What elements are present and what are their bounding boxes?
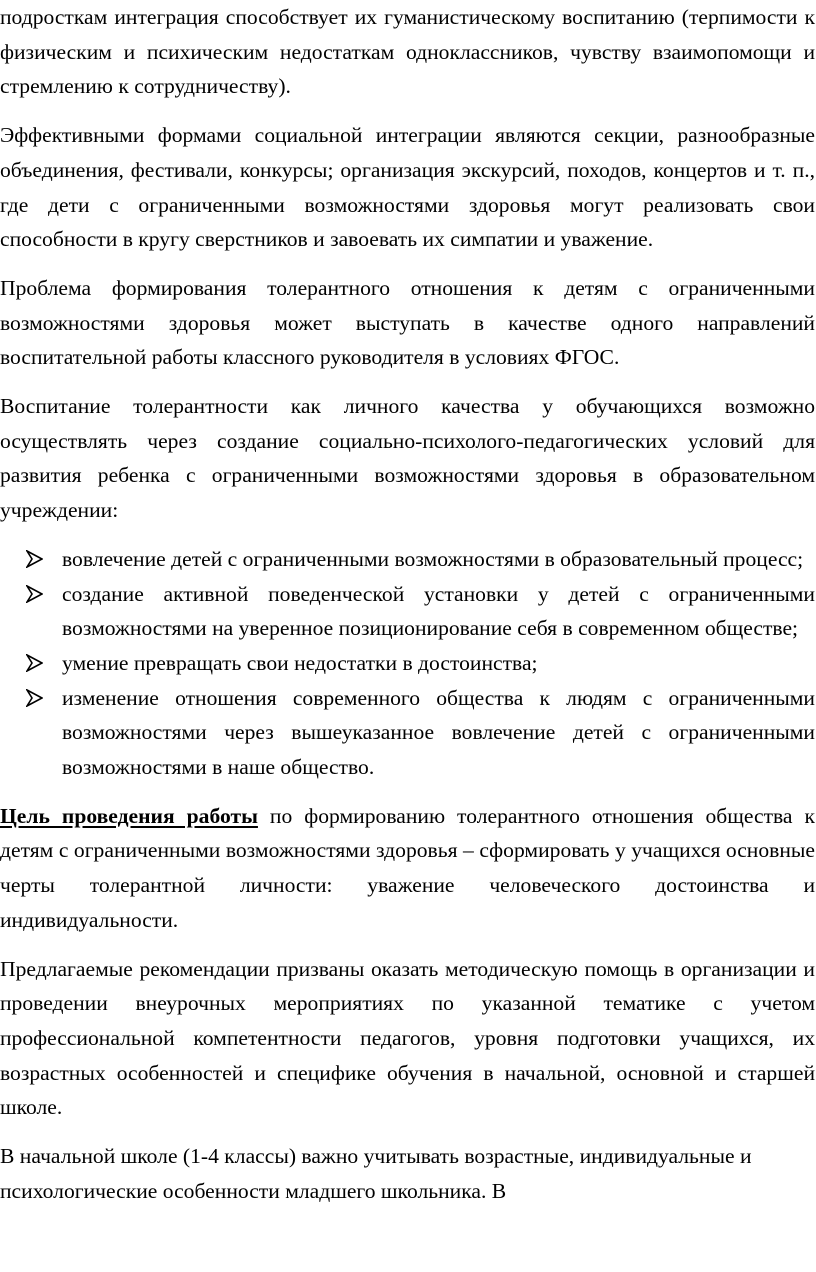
list-item-text: вовлечение детей с ограниченными возможностями в образовательный процесс;: [62, 546, 804, 571]
list-item: [0, 542, 815, 577]
list-item: [0, 577, 815, 646]
goal-text: по формированию толерантного отношения общества к детям с ограниченными возможностями здоровья – сформировать у учащихся основные черты толерантной личности: уважение человеческого достоинства и индивидуальности.: [0, 803, 815, 932]
arrowhead-bullet-icon: [20, 542, 48, 577]
paragraph-integration-benefits: подросткам интеграция способствует их гуманистическому воспитанию (терпимости к физическим и психическим недостаткам одноклассников, чувству взаимопомощи и стремлению к сотрудничеству).: [0, 5, 815, 99]
paragraph-tolerance-education: Воспитание толерантности как личного качества у обучающихся возможно осуществлять через создание социально-психолого-педагогических условий для развития ребенка с ограниченными возможностями здоровья в образовательном учреждении:: [0, 394, 815, 523]
arrowhead-bullet-icon: [20, 577, 48, 612]
paragraph-integration-forms: Эффективными формами социальной интеграции являются секции, разнообразные объединения, фестивали, конкурсы; организация экскурсий, походов, концертов и т. п., где дети с ограниченными возможностями здоровья могут реализовать свои способности в кругу сверстников и завоевать их симпатии и уважение.: [0, 123, 815, 252]
paragraph-primary-school: В начальной школе (1-4 классы) важно учитывать возрастные, индивидуальные и психологические особенности младшего школьника. В: [0, 1144, 752, 1203]
paragraph-recommendations: Предлагаемые рекомендации призваны оказать методическую помощь в организации и проведении внеурочных мероприятиях по указанной тематике с учетом профессиональной компетентности педагогов, уровня подготовки учащихся, их возрастных особенностей и специфике обучения в начальной, основной и старшей школе.: [0, 956, 815, 1120]
paragraph-tolerance-problem: Проблема формирования толерантного отношения к детям с ограниченными возможностями здоровья может выступать в качестве одного направлений воспитательной работы классного руководителя в условиях ФГОС.: [0, 275, 815, 370]
conditions-list: [0, 542, 815, 785]
arrowhead-bullet-icon: [20, 681, 48, 716]
goal-heading: Цель проведения работы: [0, 803, 258, 828]
arrowhead-bullet-icon: [20, 646, 48, 681]
list-item-text: умение превращать свои недостатки в достоинства;: [62, 650, 538, 675]
list-item: [0, 681, 815, 785]
list-item: [0, 646, 815, 681]
list-item-text: изменение отношения современного общества к людям с ограниченными возможностями через вышеуказанное вовлечение детей с ограниченными возможностями в наше общество.: [62, 685, 815, 780]
list-item-text: создание активной поведенческой установки у детей с ограниченными возможностями на уверенное позиционирование себя в современном обществе;: [62, 581, 815, 641]
paragraph-goal: [0, 799, 815, 938]
